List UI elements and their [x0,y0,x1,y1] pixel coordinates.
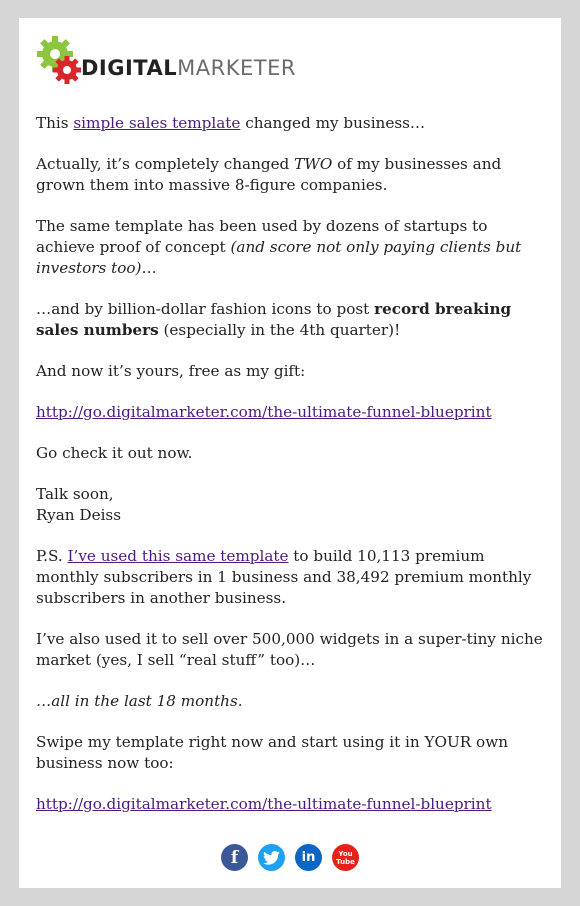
paragraph-two-businesses: Actually, it’s completely changed TWO of my businesses and grown them into massive 8-figure companies. [36,155,502,194]
same-template-link[interactable]: I’ve used this same template [67,547,289,565]
paragraph-gift: And now it’s yours, free as my gift: [36,362,306,380]
youtube-icon[interactable]: You Tube [332,844,359,871]
digitalmarketer-logo[interactable] [37,30,317,90]
linkedin-icon[interactable]: in [295,844,322,871]
paragraph-url-2 [36,794,546,815]
paragraph-startups: The same template has been used by dozens of startups to achieve proof of concept (and score not only paying clients but investors too)… [36,217,522,277]
paragraph-intro: This simple sales template changed my business… [36,114,426,132]
paragraph-swipe: Swipe my template right now and start using it in YOUR own business now too: [36,733,508,772]
paragraph-url-1 [36,402,546,423]
paragraph-ps: P.S. I’ve used this same template to build 10,113 premium monthly subscribers in 1 business and 38,492 premium monthly subscribers in another business. [36,547,532,607]
logo-part-marketer: MARKETER [177,56,296,80]
simple-sales-template-link[interactable]: simple sales template [73,114,241,132]
signoff-text: Talk soon, [36,485,114,503]
paragraph-check-it-out: Go check it out now. [36,444,193,462]
email-body [36,113,546,835]
twitter-icon[interactable] [258,844,285,871]
signature-name: Ryan Deiss [36,506,122,524]
facebook-icon[interactable]: f [221,844,248,871]
funnel-blueprint-link-1[interactable]: http://go.digitalmarketer.com/the-ultimate-funnel-blueprint [36,403,492,421]
gears-icon [37,32,87,88]
twitter-bird-glyph [263,851,280,865]
logo-part-digital: DIGITAL [81,56,178,80]
social-links [19,844,561,871]
paragraph-fashion-icons: …and by billion-dollar fashion icons to post record breaking sales numbers (especially in the 4th quarter)! [36,300,512,339]
email-frame [19,18,561,888]
funnel-blueprint-link-2[interactable]: http://go.digitalmarketer.com/the-ultimate-funnel-blueprint [36,795,492,813]
paragraph-signoff [36,484,546,526]
logo-wordmark [81,56,296,80]
paragraph-last-18-months: …all in the last 18 months. [36,692,243,710]
paragraph-widgets: I’ve also used it to sell over 500,000 widgets in a super-tiny niche market (yes, I sell “real stuff” too)… [36,630,543,669]
